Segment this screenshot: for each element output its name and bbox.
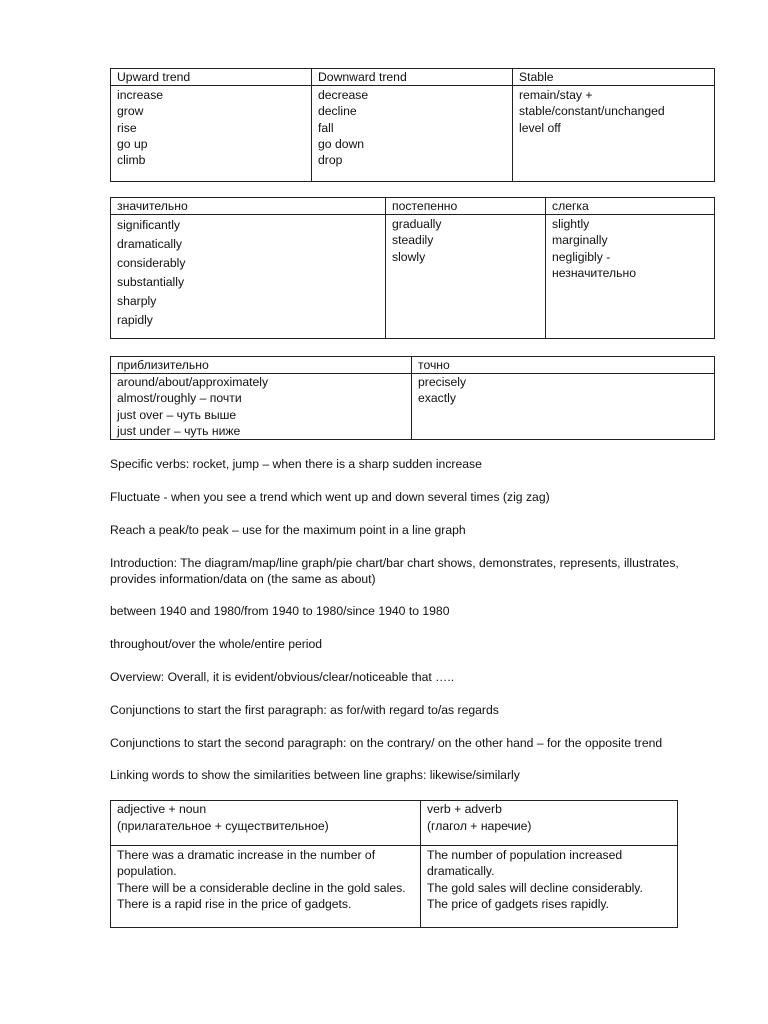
adverb: significantly: [117, 218, 180, 232]
upward-word: increase: [117, 88, 164, 102]
adverb: considerably: [117, 256, 186, 270]
header-approximately-ru: приблизительно: [111, 357, 412, 374]
header-adjective-noun: [111, 801, 421, 846]
fluctuate-paragraph: Fluctuate - when you see a trend which went up and down several times (zig zag): [110, 490, 550, 504]
first-paragraph-conjunctions: Conjunctions to start the first paragraph: as for/with regard to/as regards: [110, 703, 499, 717]
trend-vocabulary-table: [110, 68, 715, 182]
example-sentence: The price of gadgets rises rapidly.: [427, 896, 609, 911]
header-line: (прилагательное + существительное): [117, 819, 329, 833]
period-paragraph: throughout/over the whole/entire period: [110, 637, 323, 651]
second-paragraph-conjunctions: Conjunctions to start the second paragraph: on the contrary/ on the other hand – for the opposite trend: [110, 736, 663, 750]
introduction-paragraph: Introduction: The diagram/map/line graph/pie chart/bar chart shows, demonstrates, represents, illustrates, provides information/data on (the same as about): [110, 556, 679, 587]
header-exactly-ru: точно: [412, 357, 715, 374]
adverb: steadily: [392, 233, 434, 248]
stable-cell: [513, 86, 715, 182]
phrase: just over – чуть выше: [117, 407, 237, 422]
upward-word: climb: [117, 153, 146, 168]
phrase: exactly: [418, 391, 456, 406]
header-gradually-ru: постепенно: [386, 198, 546, 215]
stable-word: level off: [519, 120, 561, 135]
overview-paragraph: Overview: Overall, it is evident/obvious/clear/noticeable that …..: [110, 670, 455, 684]
example-sentence: There was a dramatic increase in the number of population.: [117, 848, 376, 879]
verb-adverb-examples-cell: [421, 846, 678, 928]
downward-trend-cell: [312, 86, 513, 182]
adverb-degree-table: [110, 197, 715, 339]
downward-word: decrease: [318, 88, 369, 102]
adverb: substantially: [117, 275, 185, 289]
peak-paragraph: Reach a peak/to peak – use for the maximum point in a line graph: [110, 523, 466, 537]
adjective-noun-examples-cell: [111, 846, 421, 928]
header-line: (глагол + наречие): [427, 819, 532, 833]
exact-phrases-cell: [412, 374, 715, 440]
upward-word: grow: [117, 104, 144, 119]
approximate-phrases-cell: [111, 374, 412, 440]
adverb: slowly: [392, 249, 426, 264]
adverb: незначительно: [552, 265, 637, 280]
stable-word: stable/constant/unchanged: [519, 104, 665, 119]
example-sentence: There is a rapid rise in the price of gadgets.: [117, 896, 352, 911]
specific-verbs-paragraph: Specific verbs: rocket, jump – when there is a sharp sudden increase: [110, 457, 482, 471]
example-sentence: The number of population increased dramatically.: [427, 848, 623, 879]
header-stable: Stable: [513, 69, 715, 86]
downward-word: go down: [318, 136, 365, 151]
time-range-paragraph: between 1940 and 1980/from 1940 to 1980/since 1940 to 1980: [110, 604, 450, 618]
header-verb-adverb: [421, 801, 678, 846]
upward-trend-cell: [111, 86, 312, 182]
phrase: almost/roughly – почти: [117, 391, 242, 406]
adverb: negligibly -: [552, 249, 611, 264]
downward-word: decline: [318, 104, 357, 119]
adverb: dramatically: [117, 237, 183, 251]
significant-adverbs-cell: [111, 215, 386, 339]
downward-word: fall: [318, 120, 334, 135]
slight-adverbs-cell: [546, 215, 715, 339]
header-slightly-ru: слегка: [546, 198, 715, 215]
linking-words-paragraph: Linking words to show the similarities between line graphs: likewise/similarly: [110, 768, 520, 782]
header-significantly-ru: значительно: [111, 198, 386, 215]
example-sentence: The gold sales will decline considerably.: [427, 880, 643, 895]
adverb: marginally: [552, 233, 608, 248]
gradual-adverbs-cell: [386, 215, 546, 339]
header-line: adjective + noun: [117, 802, 207, 816]
header-line: verb + adverb: [427, 802, 502, 816]
stable-word: remain/stay +: [519, 88, 593, 102]
header-downward-trend: Downward trend: [312, 69, 513, 86]
phrase: around/about/approximately: [117, 375, 269, 389]
upward-word: go up: [117, 136, 148, 151]
adverb: sharply: [117, 294, 157, 308]
header-upward-trend: Upward trend: [111, 69, 312, 86]
adverb: rapidly: [117, 313, 153, 327]
example-sentence: There will be a considerable decline in the gold sales.: [117, 880, 406, 895]
downward-word: drop: [318, 153, 343, 168]
phrase: precisely: [418, 375, 467, 389]
phrase: just under – чуть ниже: [117, 423, 241, 438]
grammar-comparison-table: [110, 800, 678, 928]
approximation-table: [110, 356, 715, 440]
adverb: gradually: [392, 217, 442, 231]
upward-word: rise: [117, 120, 137, 135]
adverb: slightly: [552, 217, 590, 231]
